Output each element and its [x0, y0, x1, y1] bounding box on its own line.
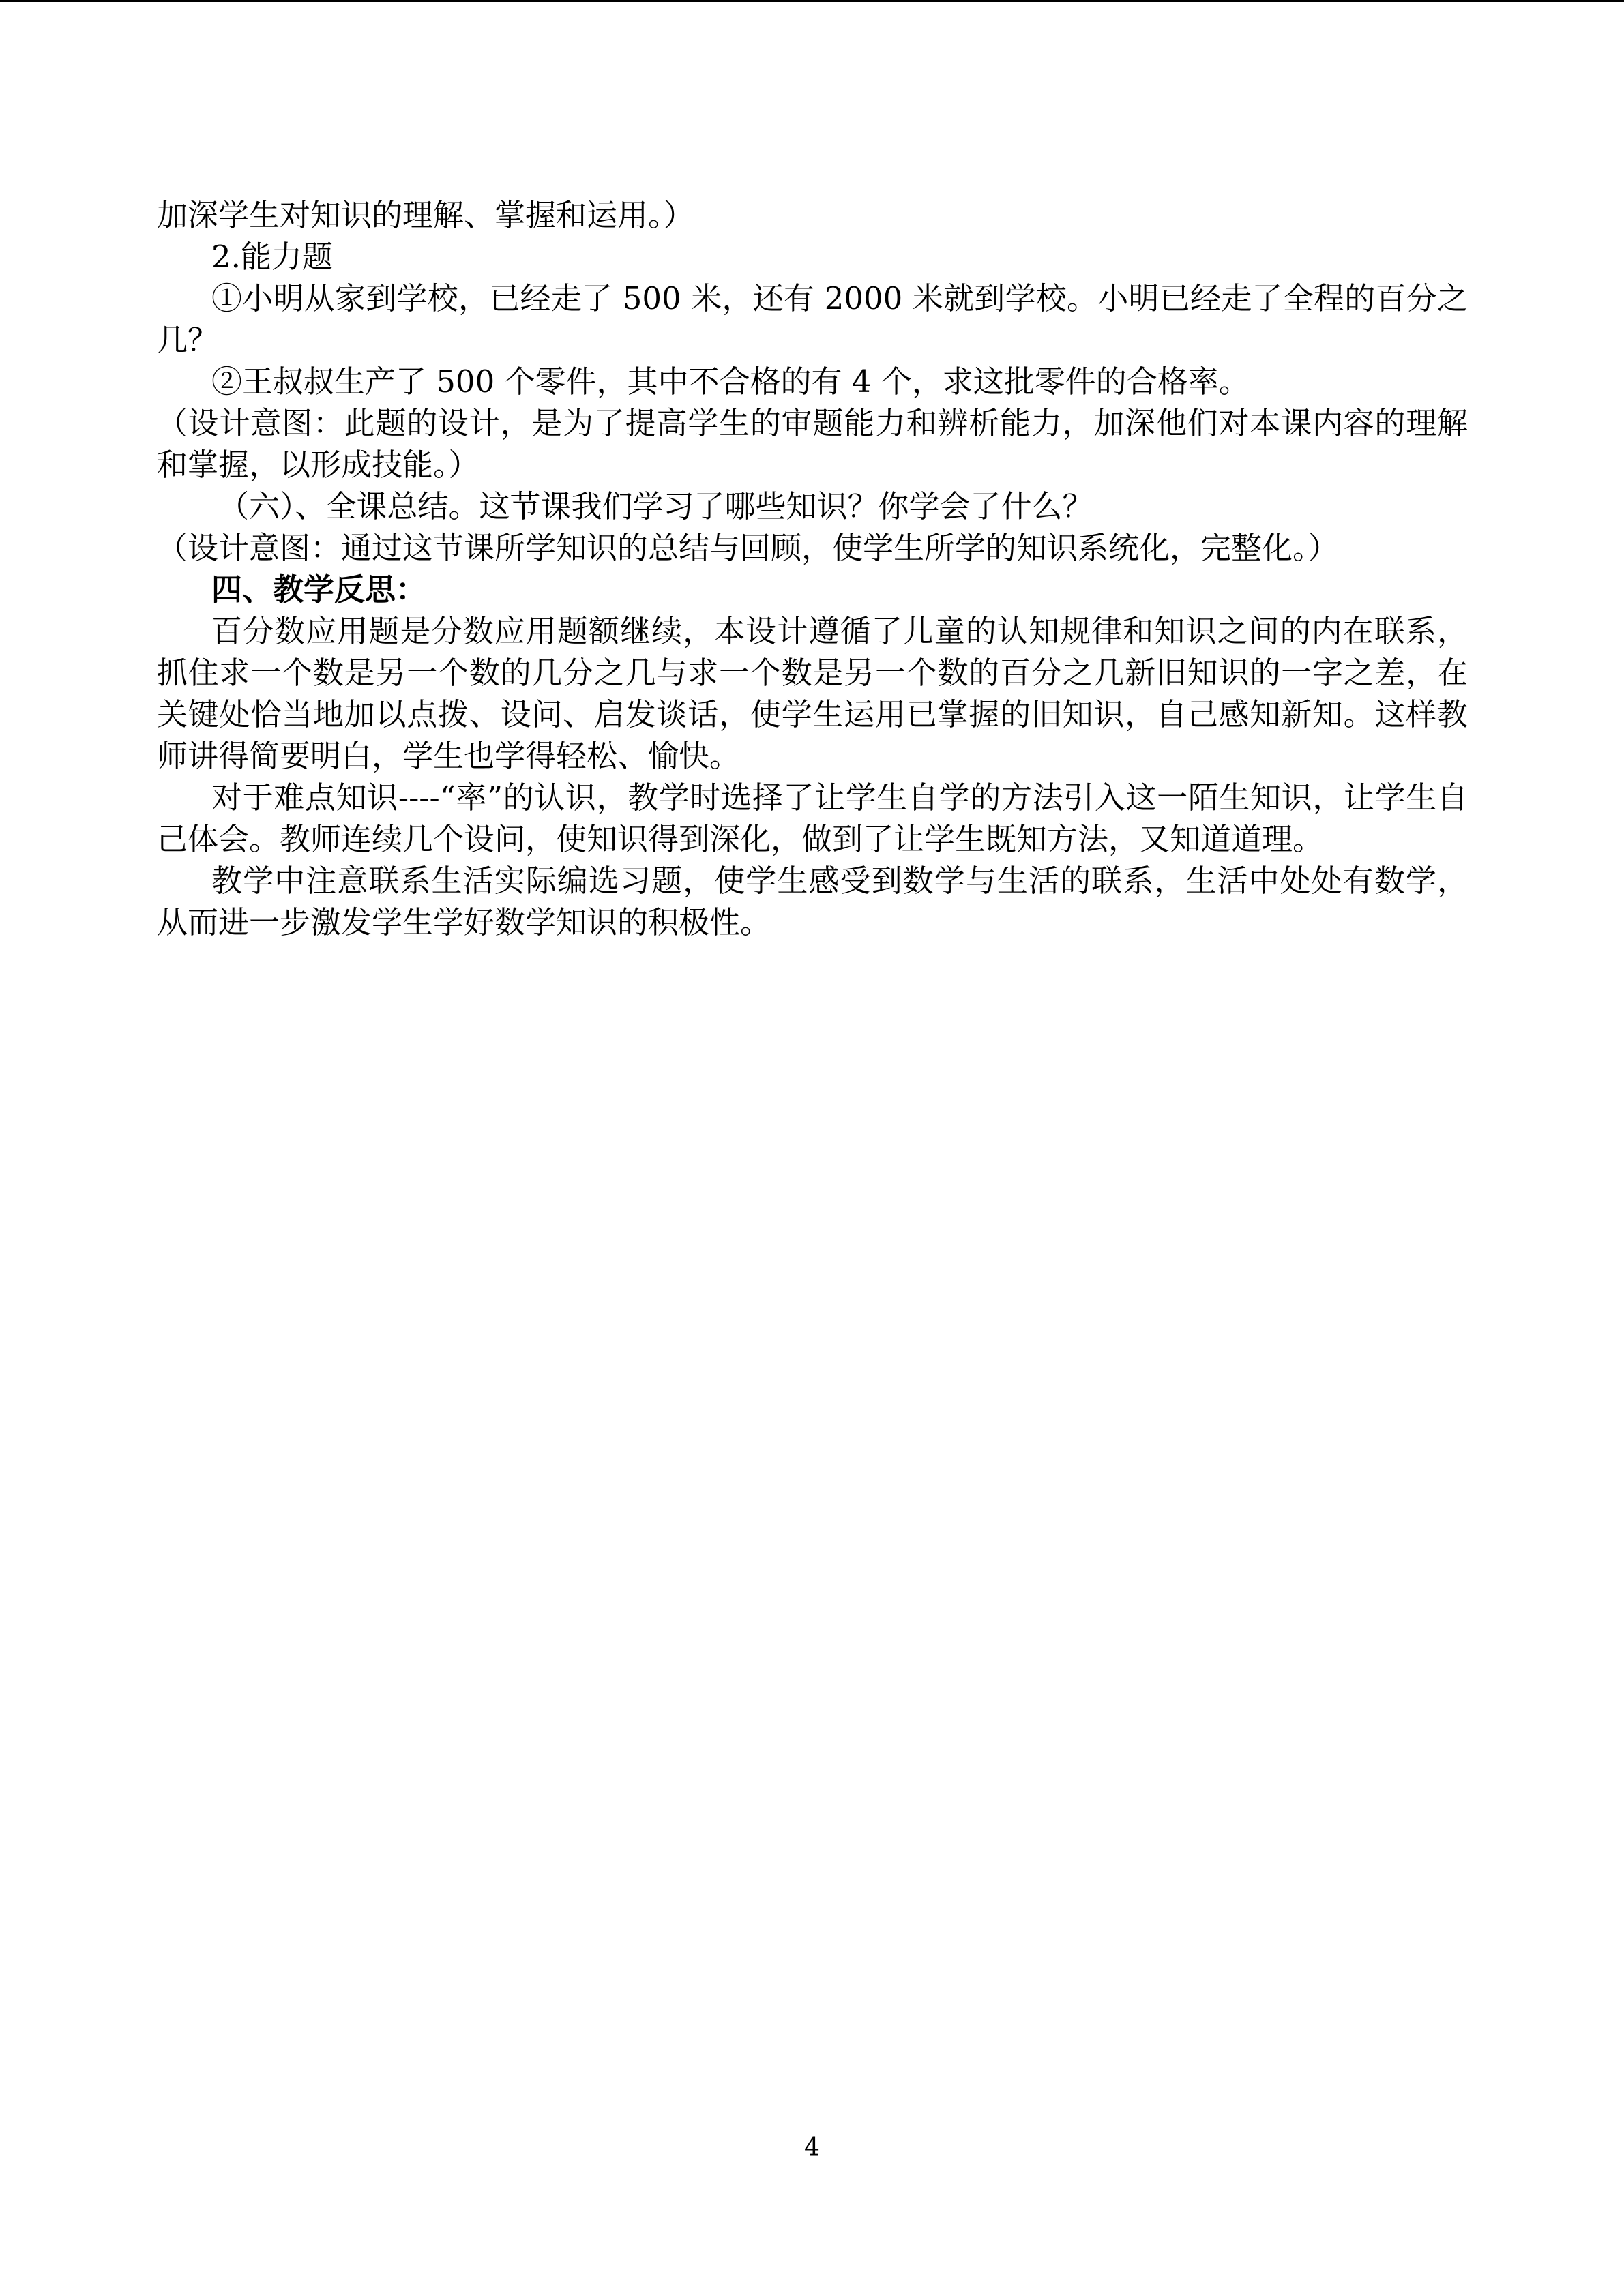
design-intent-note-1: （设计意图：此题的设计，是为了提高学生的审题能力和辨析能力，加深他们对本课内容的理解和掌握，以形成技能。）	[157, 405, 1468, 483]
question-2: ②王叔叔生产了 500 个零件，其中不合格的有 4 个，求这批零件的合格率。	[211, 363, 1250, 400]
document-page	[157, 194, 1468, 943]
subheading-ability-questions: 2.能力题	[211, 239, 333, 275]
design-intent-note-2: （设计意图：通过这节课所学知识的总结与回顾，使学生所学的知识系统化，完整化。）	[157, 530, 1339, 566]
paragraph-continuation: 加深学生对知识的理解、掌握和运用。）	[157, 197, 694, 233]
page-number: 4	[804, 2134, 820, 2162]
question-1: ①小明从家到学校，已经走了 500 米，还有 2000 米就到学校。小明已经走了全程的百分之几？	[157, 280, 1468, 358]
section-heading-reflection: 四、教学反思：	[211, 571, 427, 608]
reflection-paragraph-3: 教学中注意联系生活实际编选习题，使学生感受到数学与生活的联系，生活中处处有数学，从而进一步激发学生学好数学知识的积极性。	[157, 863, 1468, 940]
lesson-summary-heading: （六）、全课总结。这节课我们学习了哪些知识？你学会了什么？	[218, 488, 1093, 524]
reflection-paragraph-2: 对于难点知识----“率”的认识，教学时选择了让学生自学的方法引入这一陌生知识，让学生自己体会。教师连续几个设问，使知识得到深化，做到了让学生既知方法，又知道道理。	[157, 779, 1468, 857]
reflection-paragraph-1: 百分数应用题是分数应用题额继续，本设计遵循了儿童的认知规律和知识之间的内在联系，抓住求一个数是另一个数的几分之几与求一个数是另一个数的百分之几新旧知识的一字之差，在关键处恰当地加以点拨、设问、启发谈话，使学生运用已掌握的旧知识，自己感知新知。这样教师讲得简要明白，学生也学得轻松、愉快。	[157, 613, 1468, 774]
